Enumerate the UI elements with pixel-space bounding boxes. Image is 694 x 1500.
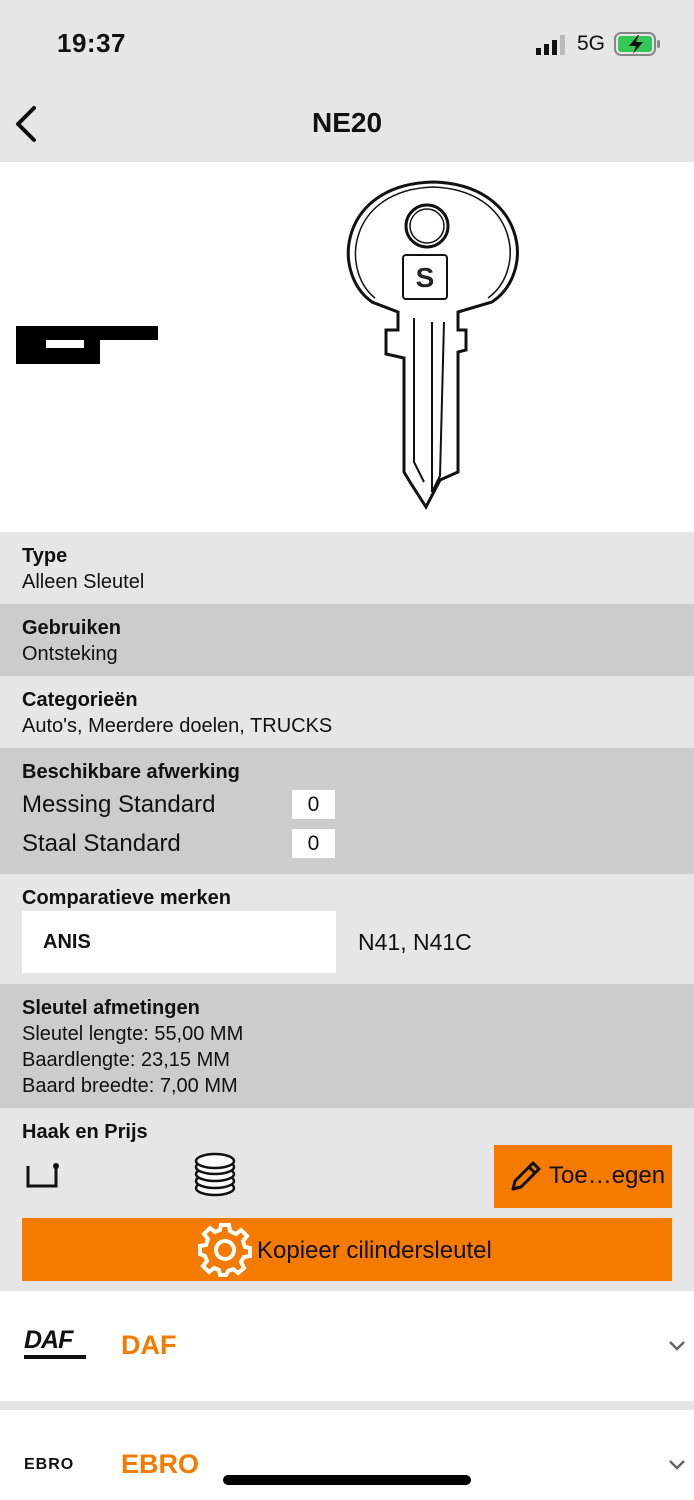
brand-list-item-ebro[interactable] (0, 1410, 694, 1500)
pencil-icon (509, 1159, 543, 1193)
status-bar (0, 0, 694, 88)
dimensions-label: Sleutel afmetingen (22, 997, 200, 1019)
comparative-brand[interactable]: ANIS (22, 911, 336, 973)
daf-logo: DAF (24, 1327, 88, 1361)
copy-cylinder-key-button[interactable] (22, 1218, 672, 1281)
navigation-bar (0, 88, 694, 162)
page-title: NE20 (311, 107, 383, 138)
finish-row (0, 748, 694, 874)
type-row (0, 532, 694, 604)
finish-label: Beschikbare afwerking (22, 761, 240, 783)
key-outline-icon (348, 182, 517, 507)
categories-value: Auto's, Meerdere doelen, TRUCKS (22, 715, 333, 737)
gear-icon (198, 1223, 252, 1277)
home-indicator[interactable] (223, 1475, 471, 1485)
copy-button-label: Kopieer cilindersleutel (257, 1237, 492, 1264)
type-label: Type (22, 545, 68, 567)
hook-price-label: Haak en Prijs (22, 1121, 148, 1143)
use-row (0, 604, 694, 676)
hook-price-row (0, 1108, 694, 1218)
finish-name: Staal Standard (22, 830, 181, 857)
finish-quantity-field[interactable]: 0 (292, 829, 335, 858)
dimensions-row (0, 984, 694, 1108)
add-button[interactable] (494, 1145, 672, 1208)
key-image-area (0, 162, 694, 532)
finish-item (22, 824, 694, 863)
categories-label: Categorieën (22, 689, 138, 711)
hook-icon (24, 1156, 62, 1192)
ebro-logo: EBRO (24, 1456, 75, 1473)
chevron-down-icon[interactable] (668, 1459, 686, 1471)
dimension-blade-length: Baardlengte: 23,15 MM (22, 1049, 230, 1071)
coins-icon (192, 1152, 238, 1198)
key-illustration (0, 162, 694, 532)
brand-name: DAF (121, 1330, 177, 1360)
comparative-codes: N41, N41C (358, 929, 472, 955)
add-button-label: Toe…egen (549, 1162, 666, 1189)
finish-quantity-field[interactable]: 0 (292, 790, 335, 819)
status-time: 19:37 (57, 28, 126, 58)
signal-icon (536, 35, 568, 55)
dimension-length: Sleutel lengte: 55,00 MM (22, 1023, 244, 1045)
network-type: 5G (577, 32, 606, 55)
finish-item (22, 785, 694, 824)
battery-charging-icon (614, 31, 662, 57)
comparative-row (0, 874, 694, 984)
categories-row (0, 676, 694, 748)
key-profile-icon (16, 326, 158, 364)
type-value: Alleen Sleutel (22, 571, 145, 593)
dimension-blade-width: Baard breedte: 7,00 MM (22, 1075, 238, 1097)
use-value: Ontsteking (22, 643, 118, 665)
key-logo-letter: S (415, 262, 435, 293)
chevron-down-icon[interactable] (668, 1340, 686, 1352)
finish-name: Messing Standard (22, 791, 216, 818)
brand-name: EBRO (121, 1449, 200, 1479)
use-label: Gebruiken (22, 617, 121, 639)
comparative-label: Comparatieve merken (22, 887, 231, 909)
brand-list-item-daf[interactable] (0, 1291, 694, 1401)
